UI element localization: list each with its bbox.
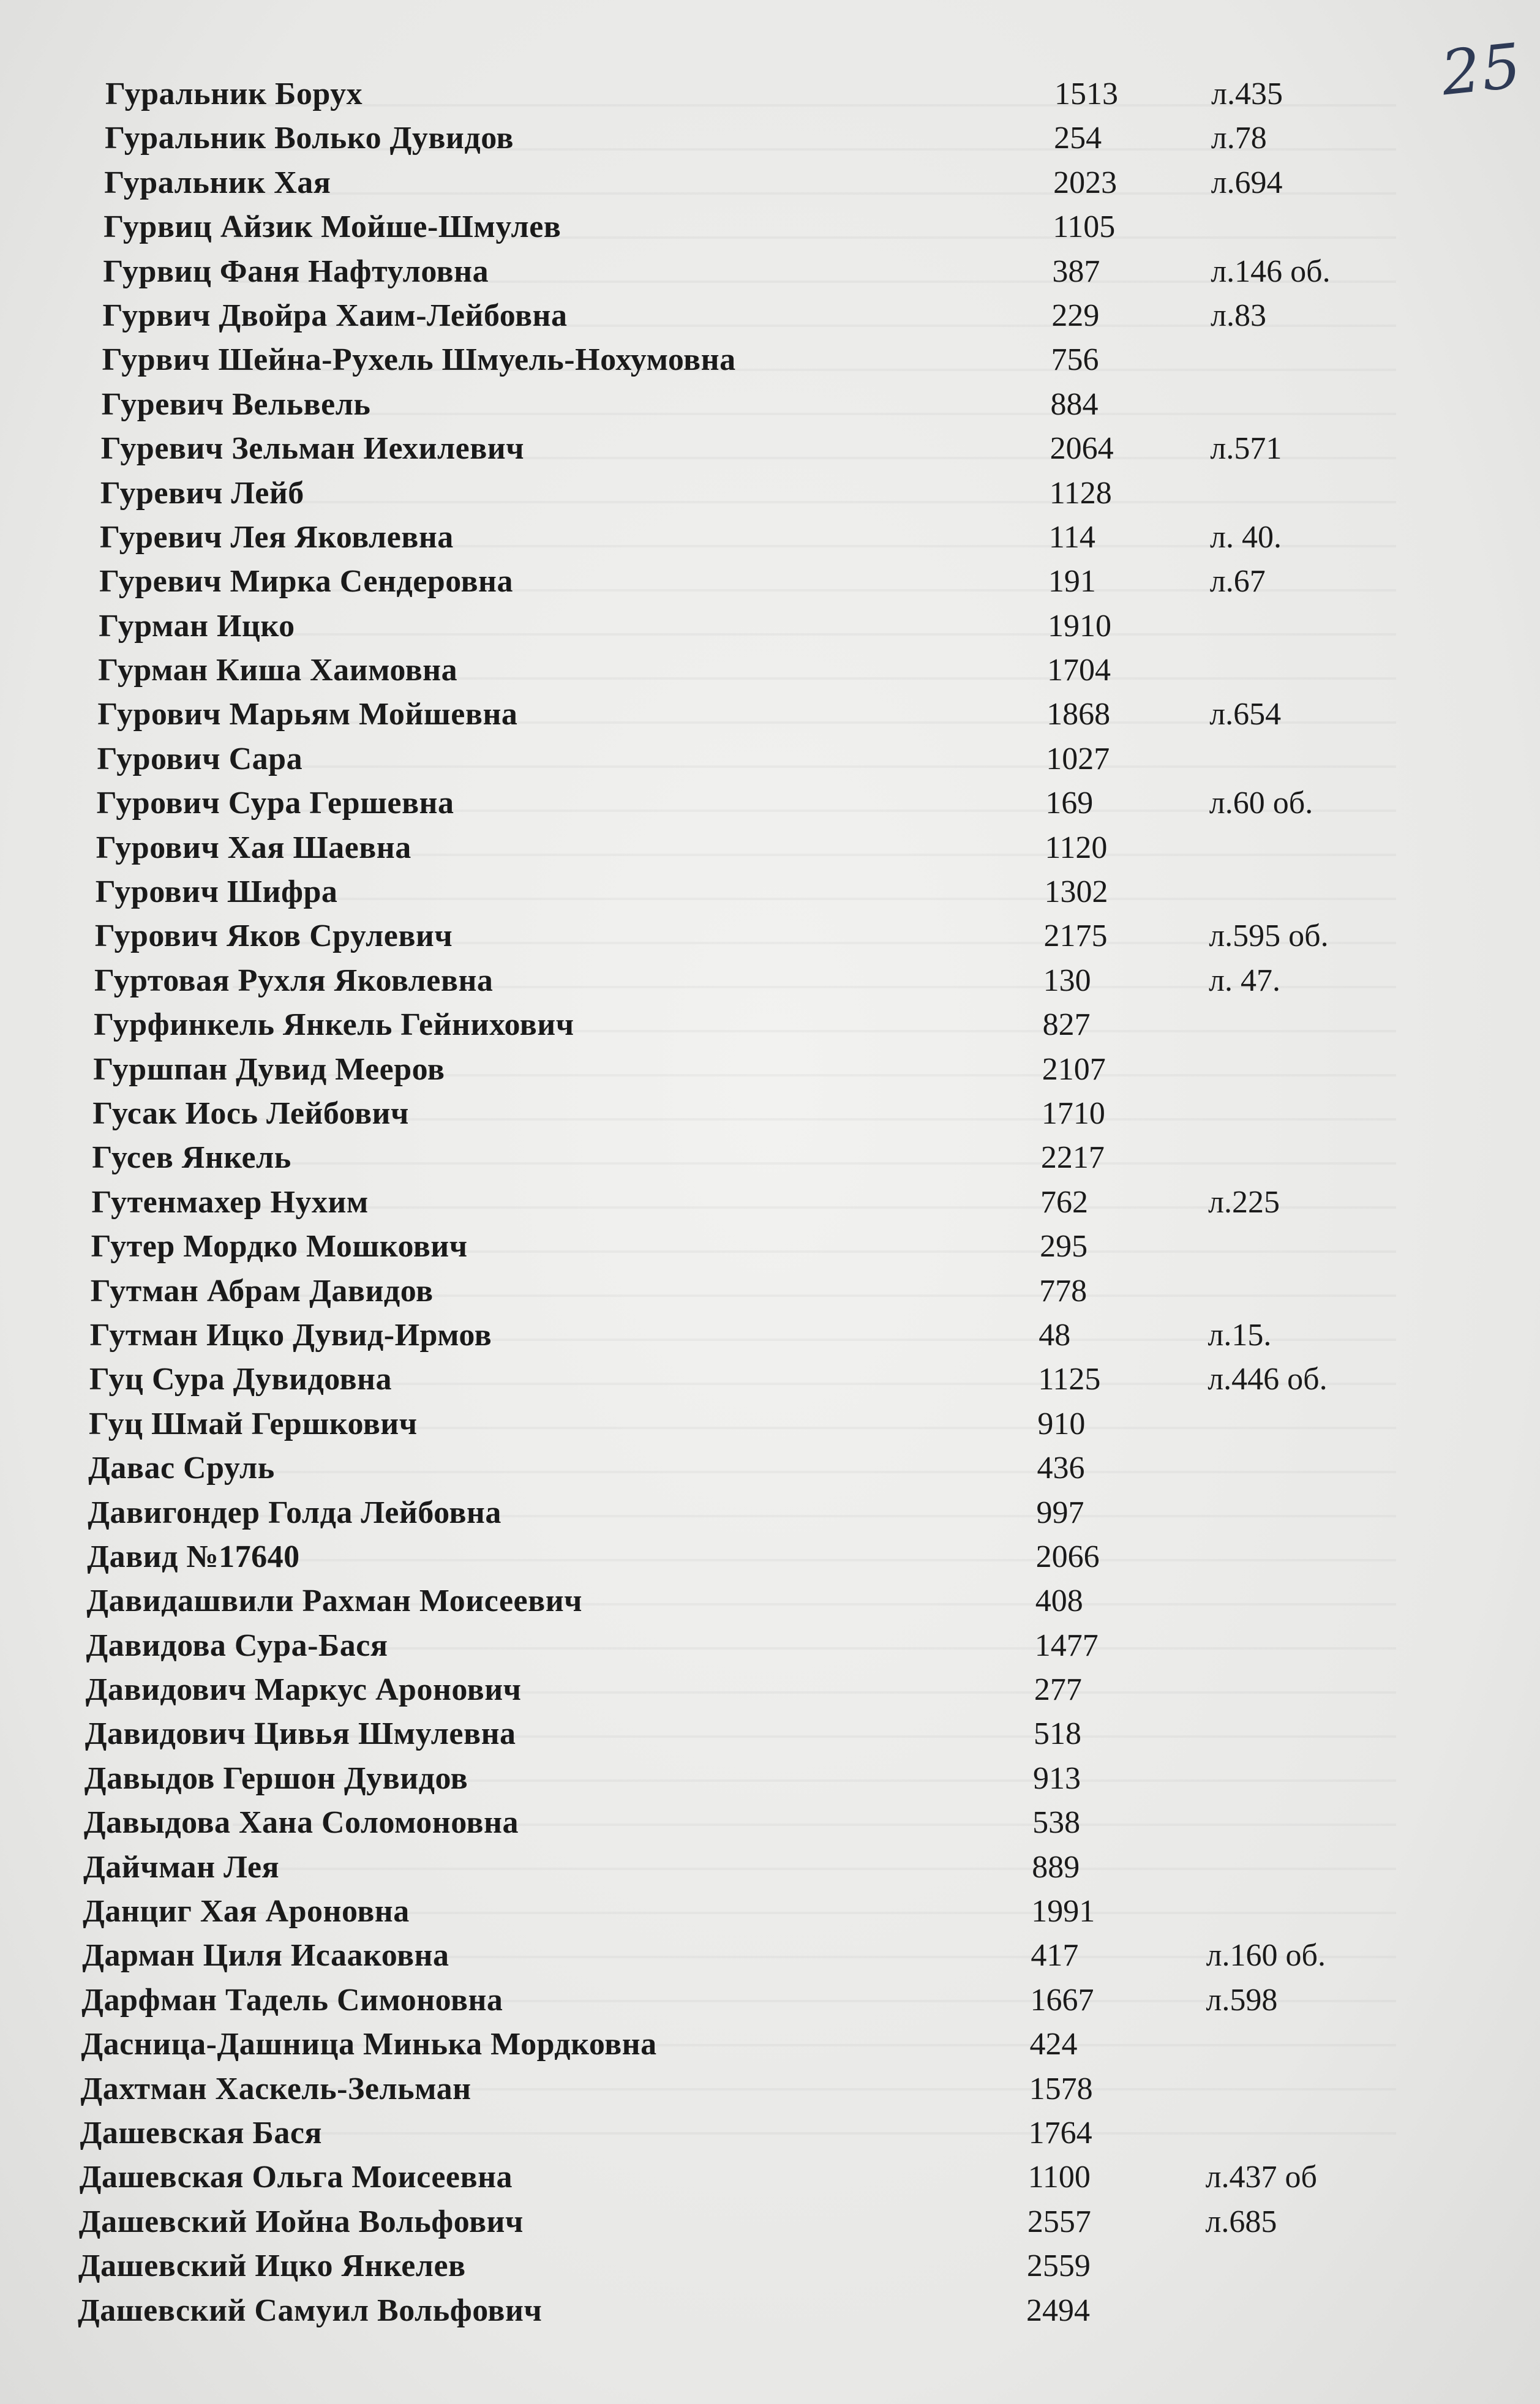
entry-number: 1710 <box>1041 1095 1105 1131</box>
entry-sheet-ref: л.694 <box>1211 165 1283 200</box>
list-item <box>0 2200 1540 2244</box>
entry-number: 1991 <box>1031 1894 1095 1929</box>
entry-sheet-ref: л.83 <box>1211 298 1266 333</box>
entry-number: 756 <box>1051 342 1099 378</box>
entry-number: 538 <box>1032 1805 1081 1841</box>
list-item <box>0 1624 1540 1668</box>
entry-number: 1910 <box>1047 608 1111 644</box>
list-item <box>0 2155 1540 2199</box>
list-item <box>0 2244 1540 2288</box>
entry-name: Гурович Сара <box>97 741 303 776</box>
entry-sheet-ref: л.437 об <box>1205 2160 1317 2195</box>
entry-sheet-ref: л.435 <box>1211 77 1283 111</box>
entry-name: Гурвич Двойра Хаим-Лейбовна <box>102 298 568 333</box>
list-item <box>0 560 1540 604</box>
entry-sheet-ref: л.685 <box>1205 2204 1277 2239</box>
entry-name: Гуршпан Дувид Мееров <box>93 1051 445 1087</box>
entry-name: Гуревич Лея Яковлевна <box>100 519 454 555</box>
list-item <box>0 1579 1540 1623</box>
entry-sheet-ref: л.598 <box>1206 1982 1278 2018</box>
entry-number: 1578 <box>1029 2071 1093 2106</box>
list-item <box>0 1668 1540 1712</box>
entry-number: 2494 <box>1026 2293 1090 2328</box>
entry-name: Гуревич Лейб <box>100 475 304 511</box>
list-item <box>0 1358 1540 1402</box>
entry-name: Давидович Маркус Аронович <box>85 1672 522 1708</box>
entry-sheet-ref: л. 40. <box>1210 519 1282 555</box>
entry-number: 1764 <box>1028 2115 1092 2150</box>
entry-name: Гуц Шмай Гершкович <box>89 1406 418 1441</box>
list-item <box>0 604 1540 648</box>
list-item <box>0 1048 1540 1092</box>
list-item <box>0 737 1540 781</box>
entry-name: Гурович Марьям Мойшевна <box>97 697 518 732</box>
entry-sheet-ref: л.446 об. <box>1208 1362 1328 1397</box>
entry-number: 2559 <box>1026 2248 1091 2284</box>
entry-number: 884 <box>1050 386 1099 422</box>
entry-number: 1128 <box>1049 475 1112 511</box>
list-item <box>0 471 1540 516</box>
entry-name: Дашевская Бася <box>80 2115 323 2150</box>
list-item <box>0 427 1540 471</box>
entry-name: Дашевский Самуил Вольфович <box>78 2293 543 2328</box>
list-item <box>0 72 1540 116</box>
entry-name: Дайчман Лея <box>83 1849 280 1885</box>
entry-sheet-ref: л.160 об. <box>1206 1938 1326 1974</box>
list-item <box>0 338 1540 382</box>
entry-name: Дашевская Ольга Моисеевна <box>79 2160 513 2195</box>
entry-name: Гурвич Шейна-Рухель Шмуель-Нохумовна <box>102 342 736 378</box>
entry-number: 191 <box>1048 564 1096 599</box>
entry-number: 254 <box>1054 121 1102 156</box>
entry-sheet-ref: л.67 <box>1209 564 1266 599</box>
entry-number: 1868 <box>1046 697 1111 732</box>
entry-name: Данциг Хая Ароновна <box>83 1894 410 1929</box>
entry-name: Давидович Цивья Шмулевна <box>85 1716 516 1752</box>
list-item <box>0 205 1540 249</box>
entry-number: 114 <box>1048 519 1095 555</box>
entry-name: Давидова Сура-Бася <box>86 1628 388 1663</box>
list-item <box>0 383 1540 427</box>
entry-number: 1704 <box>1047 653 1111 688</box>
list-item <box>0 2111 1540 2155</box>
entry-number: 889 <box>1032 1849 1080 1885</box>
list-item <box>0 1446 1540 1490</box>
list-item <box>0 1092 1540 1136</box>
list-item <box>0 1890 1540 1934</box>
entry-number: 1302 <box>1044 874 1108 910</box>
list-item <box>0 1846 1540 1890</box>
list-item <box>0 1003 1540 1047</box>
list-item <box>0 1136 1540 1180</box>
list-item <box>0 781 1540 825</box>
entry-number: 2064 <box>1050 431 1114 467</box>
entry-number: 1513 <box>1054 77 1118 111</box>
list-item <box>0 1402 1540 1446</box>
entry-number: 762 <box>1040 1184 1088 1220</box>
entry-name: Давыдова Хана Соломоновна <box>83 1805 519 1841</box>
entry-number: 277 <box>1034 1672 1082 1708</box>
entry-name: Гуральник Борух <box>105 77 363 111</box>
entry-sheet-ref: л.15. <box>1208 1317 1272 1353</box>
entry-name: Гуральник Хая <box>104 165 331 200</box>
entry-number: 2217 <box>1040 1140 1105 1176</box>
entry-sheet-ref: л.60 об. <box>1209 786 1313 821</box>
entry-name: Гутман Абрам Давидов <box>90 1273 434 1309</box>
entry-number: 778 <box>1039 1273 1087 1309</box>
entry-number: 2175 <box>1043 918 1108 954</box>
list-item <box>0 161 1540 205</box>
entry-number: 910 <box>1037 1406 1086 1441</box>
list-item <box>0 1225 1540 1269</box>
entry-number: 1105 <box>1053 209 1116 245</box>
entry-sheet-ref: л.225 <box>1208 1184 1280 1220</box>
list-item <box>0 1712 1540 1756</box>
handwritten-page-number: 25 <box>1437 29 1525 110</box>
list-item <box>0 116 1540 160</box>
list-item <box>0 693 1540 737</box>
list-item <box>0 870 1540 914</box>
list-item <box>0 1801 1540 1845</box>
list-item <box>0 1491 1540 1535</box>
entry-number: 1027 <box>1046 741 1110 776</box>
entry-name: Гуревич Зельман Иехилевич <box>100 431 525 467</box>
list-item <box>0 250 1540 294</box>
entry-number: 169 <box>1045 786 1094 821</box>
entry-name: Дашевский Ицко Янкелев <box>78 2248 466 2284</box>
entry-name: Дарман Циля Исааковна <box>82 1938 449 1974</box>
entry-list <box>0 72 1540 2333</box>
entry-number: 48 <box>1039 1317 1071 1353</box>
list-item <box>0 1757 1540 1801</box>
entry-number: 997 <box>1036 1495 1084 1530</box>
entry-number: 417 <box>1031 1938 1079 1974</box>
entry-number: 2557 <box>1027 2204 1091 2239</box>
entry-name: Гурович Сура Гершевна <box>96 786 454 821</box>
list-item <box>0 826 1540 870</box>
entry-name: Гутман Ицко Дувид-Ирмов <box>89 1317 492 1353</box>
list-item <box>0 1313 1540 1358</box>
list-item <box>0 516 1540 560</box>
entry-name: Гурович Хая Шаевна <box>96 830 411 865</box>
entry-number: 424 <box>1029 2027 1078 2062</box>
entry-name: Гуральник Волько Дувидов <box>105 121 514 156</box>
entry-name: Давыдов Гершон Дувидов <box>84 1760 468 1796</box>
entry-name: Гусак Иось Лейбович <box>92 1095 409 1131</box>
list-item <box>0 914 1540 958</box>
list-item <box>0 1978 1540 2023</box>
entry-name: Гуртовая Рухля Яковлевна <box>94 963 494 998</box>
entry-name: Гурович Шифра <box>95 874 338 910</box>
entry-name: Гуревич Вельвель <box>101 386 371 422</box>
entry-name: Гурман Ицко <box>99 608 295 644</box>
entry-name: Давигондер Голда Лейбовна <box>88 1495 501 1530</box>
list-item <box>0 2067 1540 2111</box>
entry-number: 1120 <box>1045 830 1108 865</box>
entry-number: 2023 <box>1053 165 1117 200</box>
entry-name: Гусев Янкель <box>92 1140 291 1176</box>
entry-number: 913 <box>1033 1760 1081 1796</box>
entry-number: 1100 <box>1027 2160 1091 2195</box>
list-item <box>0 294 1540 338</box>
list-item <box>0 2289 1540 2333</box>
list-item <box>0 959 1540 1003</box>
entry-name: Дашевский Иойна Вольфович <box>78 2204 524 2239</box>
entry-name: Дарфман Тадель Симоновна <box>81 1982 503 2018</box>
entry-name: Гурович Яков Срулевич <box>94 918 453 954</box>
entry-number: 1667 <box>1030 1982 1094 2018</box>
entry-name: Гуревич Мирка Сендеровна <box>99 564 513 599</box>
entry-name: Давидашвили Рахман Моисеевич <box>86 1583 582 1619</box>
entry-name: Гутенмахер Нухим <box>91 1184 369 1220</box>
list-item <box>0 2023 1540 2067</box>
entry-name: Гурман Киша Хаимовна <box>98 653 458 688</box>
entry-name: Давид №17640 <box>87 1539 300 1574</box>
entry-number: 130 <box>1043 963 1091 998</box>
entry-name: Дахтман Хаскель-Зельман <box>80 2071 471 2106</box>
entry-sheet-ref: л.654 <box>1209 697 1282 732</box>
list-item <box>0 1535 1540 1579</box>
list-item <box>0 1269 1540 1313</box>
entry-number: 2107 <box>1042 1051 1106 1087</box>
entry-number: 387 <box>1052 254 1100 289</box>
entry-number: 1477 <box>1034 1628 1099 1663</box>
entry-sheet-ref: л.571 <box>1210 431 1282 467</box>
entry-number: 518 <box>1033 1716 1081 1752</box>
entry-number: 436 <box>1037 1451 1085 1486</box>
entry-number: 229 <box>1051 298 1100 333</box>
entry-number: 1125 <box>1038 1362 1101 1397</box>
entry-name: Гурвиц Фаня Нафтуловна <box>103 254 489 289</box>
entry-sheet-ref: л.146 об. <box>1211 254 1331 289</box>
entry-name: Гуц Сура Дувидовна <box>89 1362 393 1397</box>
entry-sheet-ref: л.595 об. <box>1209 918 1329 954</box>
entry-number: 827 <box>1042 1007 1091 1043</box>
entry-name: Гурвиц Айзик Мойше-Шмулев <box>103 209 562 245</box>
entry-number: 2066 <box>1035 1539 1100 1574</box>
entry-number: 295 <box>1040 1229 1088 1264</box>
entry-name: Дасница-Дашница Минька Мордковна <box>81 2027 657 2062</box>
entry-number: 408 <box>1035 1583 1083 1619</box>
entry-name: Гурфинкель Янкель Гейнихович <box>94 1007 574 1043</box>
entry-name: Гутер Мордко Мошкович <box>91 1229 468 1264</box>
entry-name: Давас Сруль <box>88 1451 275 1486</box>
entry-sheet-ref: л.78 <box>1211 121 1267 156</box>
entry-sheet-ref: л. 47. <box>1209 963 1280 998</box>
list-item <box>0 1934 1540 1978</box>
list-item <box>0 1181 1540 1225</box>
list-item <box>0 648 1540 693</box>
